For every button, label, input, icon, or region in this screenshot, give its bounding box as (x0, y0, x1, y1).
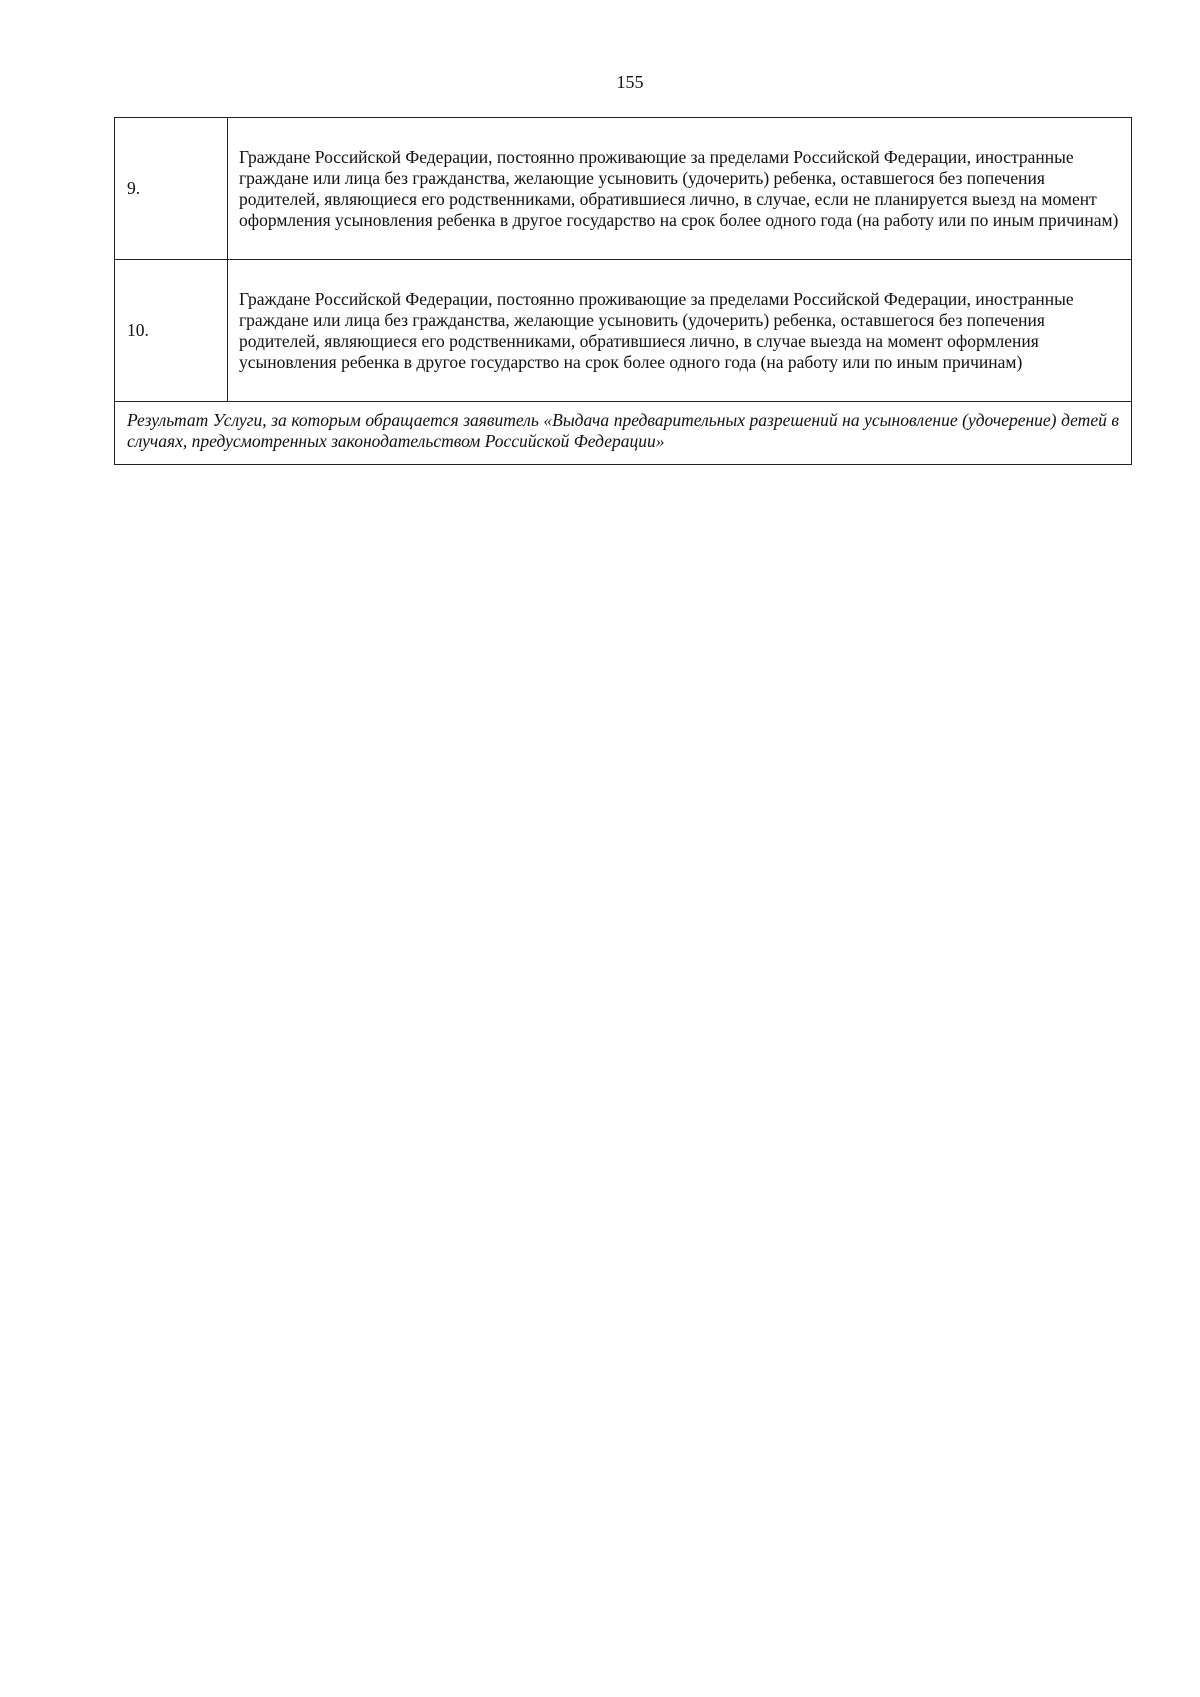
result-description: Результат Услуги, за которым обращается заявитель «Выдача предварительных разрешений на усыновление (удочерение) детей в случаях, предусмотренных законодательством Российской Федерации» (115, 402, 1132, 465)
row-number: 10. (115, 260, 228, 402)
table-row-result (115, 402, 1132, 465)
table-row (115, 118, 1132, 260)
row-number: 9. (115, 118, 228, 260)
row-description: Граждане Российской Федерации, постоянно проживающие за пределами Российской Федерации, иностранные граждане или лица без гражданства, желающие усыновить (удочерить) ребенка, оставшегося без попечения родителей, являющиеся его родственниками, обратившиеся лично, в случае, если не планируется выезд на момент оформления усыновления ребенка в другое государство на срок более одного года (на работу или по иным причинам) (228, 118, 1132, 260)
page-number: 155 (616, 72, 644, 92)
row-description: Граждане Российской Федерации, постоянно проживающие за пределами Российской Федерации, иностранные граждане или лица без гражданства, желающие усыновить (удочерить) ребенка, оставшегося без попечения родителей, являющиеся его родственниками, обратившиеся лично, в случае выезда на момент оформления усыновления ребенка в другое государство на срок более одного года (на работу или по иным причинам) (228, 260, 1132, 402)
table-row (115, 260, 1132, 402)
applicant-categories-table (114, 117, 1132, 465)
